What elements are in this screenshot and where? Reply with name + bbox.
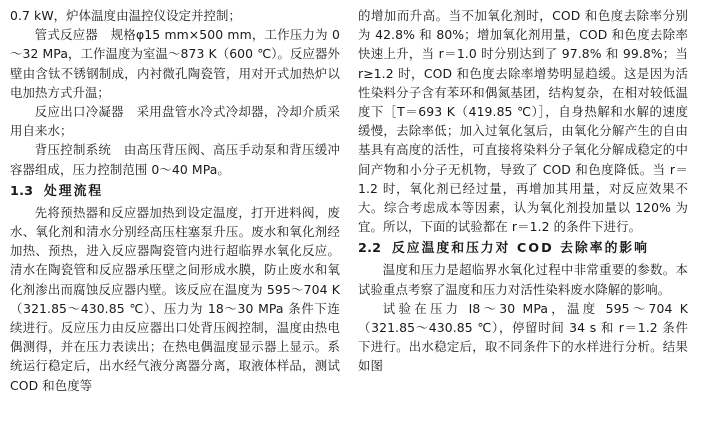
left-column bbox=[10, 6, 340, 422]
section-heading-1-3 bbox=[10, 182, 340, 202]
section-number-2-2: 2.2 bbox=[358, 241, 382, 257]
para-cooler: 反应出口冷凝器 采用盘管水冷式冷却器，冷却介质采用自来水； bbox=[10, 104, 340, 139]
section-number-1-3: 1.3 bbox=[10, 183, 34, 199]
para-temp-pressure-params: 温度和压力是超临界水氧化过程中非常重要的参数。本试验重点考察了温度和压力对活性染料废水降解的影响。 bbox=[358, 262, 688, 297]
section-heading-2-2 bbox=[358, 239, 688, 259]
para-cod-removal-oxidant: 的增加而升高。当不加氧化剂时，COD 和色度去除率分别为 42.8% 和 80%；增加氧化剂用量，COD 和色度去除率快速上升，当 r＝1.0 时分别达到了 97.8% 和 99.8%；当 r≥1.2 时，COD 和色度去除率增势明显趋缓。这是因为活性染料分子含有苯环和偶氮基团，结构复杂，在相对较低温度下［T＝693 K（419.85 ℃）］，自身热解和水解的速度缓慢，去除率低；加入过氧化氢后，由氧化分解产生的自由基具有高度的活性，可直接将染料分子氧化分解成稳定的中间产物和小分子无机物，导致了 COD 和色度降低。当 r＝1.2 时，氧化剂已经过量，再增加其用量，对反应效果不大。综合考虑成本等因素，认为氧化剂投加量以 120% 为宜。所以，下面的试验都在 r＝1.2 的条件下进行。 bbox=[358, 8, 688, 235]
para-furnace-power: 0.7 kW，炉体温度由温控仪设定并控制； bbox=[10, 8, 242, 23]
right-column bbox=[358, 6, 688, 422]
para-reactor-spec: 管式反应器 规格φ15 mm×500 mm，工作压力为 0～32 MPa，工作温度为室温～873 K（600 ℃）。反应器外壁由含钛不锈钢制成，内衬微孔陶瓷管，用对开式加热炉以电加热方式升温； bbox=[10, 27, 340, 100]
para-experiment-conditions: 试验在压力 I8～30 MPa，温度 595～704 K（321.85～430.85 ℃），停留时间 34 s 和 r＝1.2 条件下进行。出水稳定后，取不同条件下的水样进行分析。结果如图 bbox=[358, 300, 688, 374]
section-title-2-2: 反应温度和压力对 COD 去除率的影响 bbox=[392, 241, 649, 257]
section-title-1-3: 处理流程 bbox=[44, 183, 104, 199]
para-process-flow: 先将预热器和反应器加热到设定温度，打开进料阀，废水、氧化剂和清水分别经高压柱塞泵升压。废水和氧化剂经加热、预热，进入反应器陶瓷管内进行超临界水氧化反应。清水在陶瓷管和反应器承压壁之间形成水膜，防止废水和氧化剂渗出而腐蚀反应器内壁。该反应在温度为 595～704 K（321.85～430.85 ℃）、压力为 18～30 MPa 条件下连续进行。反应压力由反应器出口处背压阀控制，温度由热电偶测得，并在压力表读出；在热电偶温度显示器上显示。系统运行稳定后，出水经气液分离器分离，取液体样品，测试 COD 和色度等 bbox=[10, 204, 340, 393]
para-backpressure: 背压控制系统 由高压背压阀、高压手动泵和背压缓冲容器组成，压力控制范围 0～40 MPa。 bbox=[10, 142, 340, 177]
